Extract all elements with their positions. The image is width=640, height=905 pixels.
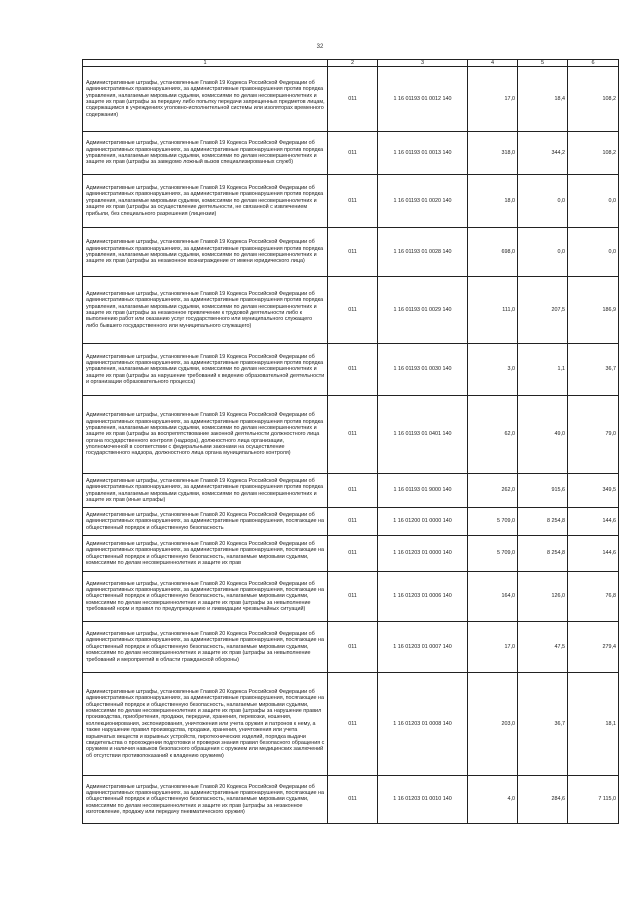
row-admin-code: 011 bbox=[328, 673, 378, 776]
row-value-col4: 3,0 bbox=[468, 344, 518, 396]
row-description: Административные штрафы, установленные Главой 19 Кодекса Российской Федерации об административных правонарушениях, за административные правонарушения против порядка управления, налагаемые мировыми судьями, комиссиями по делам несовершеннолетних и защите их прав (штрафы за осуществление деятельности, не связанной с извлечением прибыли, без специального разрешения (лицензии) bbox=[83, 175, 328, 228]
column-header: 4 bbox=[468, 60, 518, 67]
row-value-col4: 698,0 bbox=[468, 228, 518, 277]
row-value-col5: 0,0 bbox=[518, 228, 568, 277]
table-row bbox=[83, 396, 619, 474]
row-value-col6: 0,0 bbox=[568, 175, 619, 228]
row-budget-code: 1 16 01203 01 0006 140 bbox=[378, 572, 468, 622]
row-description: Административные штрафы, установленные Главой 19 Кодекса Российской Федерации об административных правонарушениях, за административные правонарушения против порядка управления, налагаемые мировыми судьями, комиссиями по делам несовершеннолетних и защите их прав (штрафы за нарушение требований к ведению образовательной деятельности и организации образовательного процесса) bbox=[83, 344, 328, 396]
row-budget-code: 1 16 01203 01 0010 140 bbox=[378, 776, 468, 824]
table-row bbox=[83, 572, 619, 622]
row-value-col4: 262,0 bbox=[468, 474, 518, 508]
row-value-col4: 111,0 bbox=[468, 277, 518, 344]
column-header: 3 bbox=[378, 60, 468, 67]
table-row bbox=[83, 344, 619, 396]
row-admin-code: 011 bbox=[328, 67, 378, 132]
row-description: Административные штрафы, установленные Главой 20 Кодекса Российской Федерации об административных правонарушениях, за административные правонарушения, посягающие на общественный порядок и общественную безопасность, налагаемые мировыми судьями, комиссиями по делам несовершеннолетних и защите их прав (штрафы за незаконное изготовление, продажу или передачу пневматического оружия) bbox=[83, 776, 328, 824]
row-value-col6: 279,4 bbox=[568, 622, 619, 673]
row-budget-code: 1 16 01200 01 0000 140 bbox=[378, 508, 468, 536]
row-value-col4: 17,0 bbox=[468, 67, 518, 132]
row-budget-code: 1 16 01203 01 0008 140 bbox=[378, 673, 468, 776]
table-row bbox=[83, 673, 619, 776]
row-description: Административные штрафы, установленные Главой 19 Кодекса Российской Федерации об административных правонарушениях, за административные правонарушения против порядка управления, налагаемые мировыми судьями, комиссиями по делам несовершеннолетних и защите их прав (штрафы за передачу либо попытку передачи запрещенных предметов лицам, содержащимся в учреждениях уголовно-исполнительной системы или изоляторах временного содержания) bbox=[83, 67, 328, 132]
table-row bbox=[83, 474, 619, 508]
row-value-col5: 126,0 bbox=[518, 572, 568, 622]
row-value-col6: 7 115,0 bbox=[568, 776, 619, 824]
row-value-col6: 79,0 bbox=[568, 396, 619, 474]
row-budget-code: 1 16 01193 01 0020 140 bbox=[378, 175, 468, 228]
row-admin-code: 011 bbox=[328, 228, 378, 277]
row-value-col5: 344,2 bbox=[518, 132, 568, 175]
row-admin-code: 011 bbox=[328, 572, 378, 622]
table-row bbox=[83, 622, 619, 673]
row-admin-code: 011 bbox=[328, 132, 378, 175]
row-value-col4: 62,0 bbox=[468, 396, 518, 474]
row-value-col4: 18,0 bbox=[468, 175, 518, 228]
row-admin-code: 011 bbox=[328, 474, 378, 508]
row-description: Административные штрафы, установленные Главой 20 Кодекса Российской Федерации об административных правонарушениях, за административные правонарушения, посягающие на общественный порядок и общественную безопасность, налагаемые мировыми судьями, комиссиями по делам несовершеннолетних и защите их прав bbox=[83, 536, 328, 572]
row-description: Административные штрафы, установленные Главой 20 Кодекса Российской Федерации об административных правонарушениях, за административные правонарушения, посягающие на общественный порядок и общественную безопасность, налагаемые мировыми судьями, комиссиями по делам несовершеннолетних и защите их прав (штрафы за невыполнение требований и мероприятий в области гражданской обороны) bbox=[83, 622, 328, 673]
row-budget-code: 1 16 01193 01 9000 140 bbox=[378, 474, 468, 508]
row-description: Административные штрафы, установленные Главой 20 Кодекса Российской Федерации об административных правонарушениях, за административные правонарушения, посягающие на общественный порядок и общественную безопасность, налагаемые мировыми судьями, комиссиями по делам несовершеннолетних и защите их прав (штрафы за невыполнение требований норм и правил по предупреждению и ликвидации чрезвычайных ситуаций) bbox=[83, 572, 328, 622]
row-value-col6: 108,2 bbox=[568, 67, 619, 132]
row-value-col6: 108,2 bbox=[568, 132, 619, 175]
row-value-col4: 17,0 bbox=[468, 622, 518, 673]
row-value-col6: 18,1 bbox=[568, 673, 619, 776]
row-admin-code: 011 bbox=[328, 396, 378, 474]
table-row bbox=[83, 67, 619, 132]
row-description: Административные штрафы, установленные Главой 20 Кодекса Российской Федерации об административных правонарушениях, за административные правонарушения, посягающие на общественный порядок и общественную безопасность bbox=[83, 508, 328, 536]
row-description: Административные штрафы, установленные Главой 19 Кодекса Российской Федерации об административных правонарушениях, за административные правонарушения против порядка управления, налагаемые мировыми судьями, комиссиями по делам несовершеннолетних и защите их прав (штрафы за заведомо ложный вызов специализированных служб) bbox=[83, 132, 328, 175]
row-description: Административные штрафы, установленные Главой 19 Кодекса Российской Федерации об административных правонарушениях, за административные правонарушения против порядка управления, налагаемые мировыми судьями, комиссиями по делам несовершеннолетних и защите их прав (иные штрафы) bbox=[83, 474, 328, 508]
row-admin-code: 011 bbox=[328, 277, 378, 344]
table-row bbox=[83, 536, 619, 572]
row-admin-code: 011 bbox=[328, 175, 378, 228]
row-admin-code: 011 bbox=[328, 776, 378, 824]
row-description: Административные штрафы, установленные Главой 20 Кодекса Российской Федерации об административных правонарушениях, за административные правонарушения, посягающие на общественный порядок и общественную безопасность, налагаемые мировыми судьями, комиссиями по делам несовершеннолетних и защите их прав (штрафы за нарушение правил производства, приобретения, продажи, передачи, хранения, перевозки, ношения, коллекционирования, экспонирования, уничтожения или учета оружия и патронов к нему, а также нарушение правил производства, продажи, хранения, уничтожения или учета взрывчатых веществ и взрывных устройств, пиротехнических изделий, порядка выдачи свидетельства о прохождении подготовки и проверки знания правил безопасного обращения с оружием и наличия навыков безопасного обращения с оружием или медицинских заключений об отсутствии противопоказаний к владению оружием) bbox=[83, 673, 328, 776]
row-budget-code: 1 16 01193 01 0012 140 bbox=[378, 67, 468, 132]
row-value-col5: 1,1 bbox=[518, 344, 568, 396]
table-row bbox=[83, 776, 619, 824]
row-budget-code: 1 16 01203 01 0007 140 bbox=[378, 622, 468, 673]
row-value-col5: 36,7 bbox=[518, 673, 568, 776]
row-budget-code: 1 16 01203 01 0000 140 bbox=[378, 536, 468, 572]
row-admin-code: 011 bbox=[328, 536, 378, 572]
row-value-col5: 47,5 bbox=[518, 622, 568, 673]
page-number: 32 bbox=[316, 44, 324, 50]
row-description: Административные штрафы, установленные Главой 19 Кодекса Российской Федерации об административных правонарушениях, за административные правонарушения против порядка управления, налагаемые мировыми судьями, комиссиями по делам несовершеннолетних и защите их прав (штрафы за воспрепятствование законной деятельности должностного лица органа государственного контроля (надзора), должностного лица организации, уполномоченной в соответствии с федеральными законами на осуществление государственного надзора, должностного лица органа муниципального контроля) bbox=[83, 396, 328, 474]
table-row bbox=[83, 132, 619, 175]
table-header-row bbox=[83, 60, 619, 67]
row-value-col6: 349,5 bbox=[568, 474, 619, 508]
table-row bbox=[83, 277, 619, 344]
row-value-col5: 18,4 bbox=[518, 67, 568, 132]
row-value-col5: 915,6 bbox=[518, 474, 568, 508]
row-value-col4: 203,0 bbox=[468, 673, 518, 776]
row-value-col5: 8 254,8 bbox=[518, 508, 568, 536]
row-value-col6: 0,0 bbox=[568, 228, 619, 277]
table-row bbox=[83, 228, 619, 277]
row-description: Административные штрафы, установленные Главой 19 Кодекса Российской Федерации об административных правонарушениях, за административные правонарушения против порядка управления, налагаемые мировыми судьями, комиссиями по делам несовершеннолетних и защите их прав (штрафы за незаконное привлечение к трудовой деятельности либо к выполнению работ или оказанию услуг государственного или муниципального служащего либо бывшего государственного или муниципального служащего) bbox=[83, 277, 328, 344]
row-value-col6: 76,8 bbox=[568, 572, 619, 622]
table-row bbox=[83, 508, 619, 536]
row-budget-code: 1 16 01193 01 0013 140 bbox=[378, 132, 468, 175]
row-value-col6: 144,6 bbox=[568, 508, 619, 536]
row-value-col4: 5 709,0 bbox=[468, 536, 518, 572]
row-value-col6: 144,6 bbox=[568, 536, 619, 572]
row-value-col5: 284,6 bbox=[518, 776, 568, 824]
row-value-col5: 8 254,8 bbox=[518, 536, 568, 572]
row-value-col6: 186,9 bbox=[568, 277, 619, 344]
row-admin-code: 011 bbox=[328, 622, 378, 673]
budget-table bbox=[82, 59, 619, 824]
row-value-col5: 49,0 bbox=[518, 396, 568, 474]
row-value-col4: 164,0 bbox=[468, 572, 518, 622]
column-header: 2 bbox=[328, 60, 378, 67]
row-description: Административные штрафы, установленные Главой 19 Кодекса Российской Федерации об административных правонарушениях, за административные правонарушения против порядка управления, налагаемые мировыми судьями, комиссиями по делам несовершеннолетних и защите их прав (штрафы за незаконное вознаграждение от имени юридического лица) bbox=[83, 228, 328, 277]
row-budget-code: 1 16 01193 01 0028 140 bbox=[378, 228, 468, 277]
row-value-col4: 5 709,0 bbox=[468, 508, 518, 536]
column-header: 5 bbox=[518, 60, 568, 67]
row-admin-code: 011 bbox=[328, 508, 378, 536]
column-header: 6 bbox=[568, 60, 619, 67]
row-admin-code: 011 bbox=[328, 344, 378, 396]
row-budget-code: 1 16 01193 01 0030 140 bbox=[378, 344, 468, 396]
table-row bbox=[83, 175, 619, 228]
row-budget-code: 1 16 01193 01 0401 140 bbox=[378, 396, 468, 474]
row-value-col4: 318,0 bbox=[468, 132, 518, 175]
column-header: 1 bbox=[83, 60, 328, 67]
row-value-col5: 0,0 bbox=[518, 175, 568, 228]
row-value-col5: 207,5 bbox=[518, 277, 568, 344]
row-value-col4: 4,0 bbox=[468, 776, 518, 824]
row-value-col6: 36,7 bbox=[568, 344, 619, 396]
row-budget-code: 1 16 01193 01 0029 140 bbox=[378, 277, 468, 344]
